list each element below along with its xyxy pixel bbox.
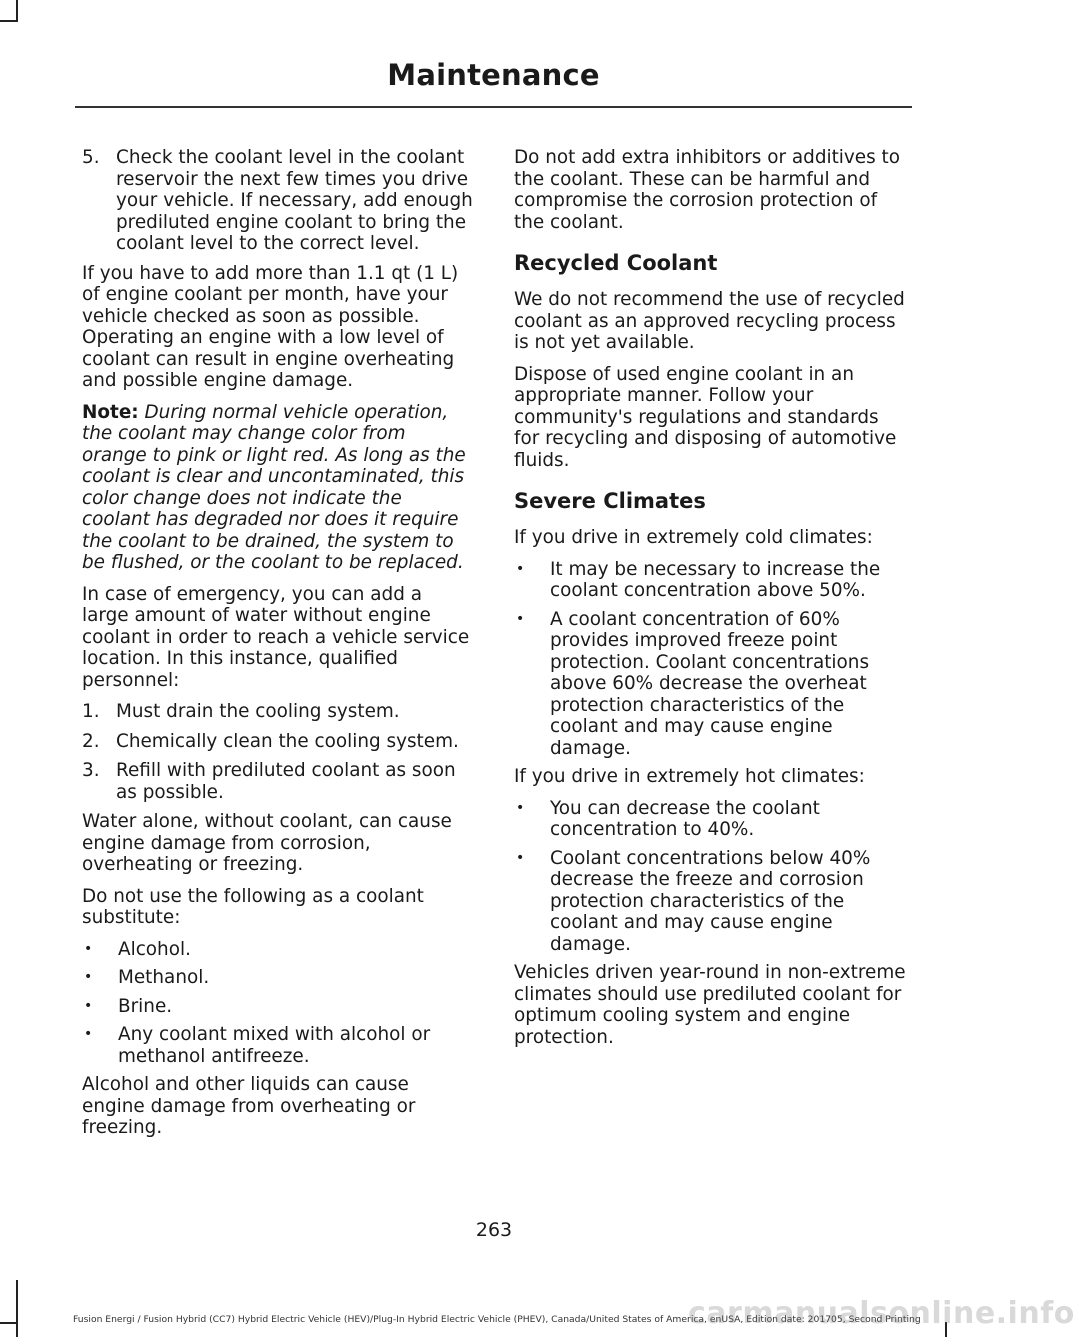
paragraph: If you drive in extremely cold climates: (514, 527, 873, 548)
step-number: 1. (82, 701, 100, 722)
list-item (82, 939, 474, 961)
section-heading: Severe Climates (514, 489, 706, 513)
crop-mark (16, 1280, 18, 1337)
list-item (514, 848, 906, 956)
header-divider (75, 106, 912, 108)
bullet-icon: • (516, 849, 525, 866)
section-heading: Recycled Coolant (514, 251, 718, 275)
bullet-text: Methanol. (118, 967, 210, 988)
bullet-text: You can decrease the coolant concentration to 40%. (550, 797, 820, 840)
list-item (82, 147, 474, 255)
bullet-icon: • (84, 1026, 93, 1042)
list-item (514, 559, 906, 602)
step-number: 3. (82, 760, 100, 781)
list-item (82, 1024, 474, 1067)
list-item (514, 609, 906, 760)
step-text: Refill with prediluted coolant as soon as possible. (116, 760, 456, 803)
bullet-icon: • (84, 969, 93, 985)
paragraph: If you drive in extremely hot climates: (514, 766, 865, 787)
step-text: Check the coolant level in the coolant reservoir the next few times you drive your vehicle. If necessary, add enough prediluted engine coolant to bring the coolant level to the correct level. (116, 147, 473, 254)
list-item (514, 798, 906, 841)
bullet-icon: • (516, 799, 525, 816)
bullet-icon: • (84, 997, 93, 1014)
bullet-text: Coolant concentrations below 40% decrease the freeze and corrosion protection characteristics of the coolant and may cause engine damage. (550, 847, 871, 955)
bullet-icon: • (516, 610, 525, 627)
list-item (82, 967, 474, 989)
bullet-text: A coolant concentration of 60% provides improved freeze point protection. Coolant concentrations above 60% decrease the overheat protection characteristics of the coolant and may cause engine damage. (550, 608, 870, 759)
paragraph: Dispose of used engine coolant in an appropriate manner. Follow your community's regulations and standards for recycling and disposing of automotive fluids. (514, 363, 897, 471)
page-title: Maintenance (387, 58, 600, 92)
list-item (82, 760, 474, 803)
paragraph: Water alone, without coolant, can cause engine damage from corrosion, overheating or freezing. (82, 811, 452, 875)
left-column (82, 147, 474, 1149)
crop-mark (0, 1322, 18, 1324)
bullet-text: It may be necessary to increase the coolant concentration above 50%. (550, 558, 881, 601)
watermark: carmanualsonline.info (688, 1296, 1075, 1331)
list-item (82, 731, 474, 753)
step-text: Must drain the cooling system. (116, 701, 400, 722)
note (82, 402, 474, 574)
paragraph: We do not recommend the use of recycled coolant as an approved recycling process is not yet available. (514, 289, 905, 353)
note-text: During normal vehicle operation, the coolant may change color from orange to pink or light red. As long as the coolant is clear and uncontaminated, this color change does not indicate the coolant has degraded nor does it require the coolant to be drained, the system to be flushed, or the coolant to be replaced. (82, 401, 466, 573)
crop-mark (0, 20, 18, 22)
right-column (514, 147, 906, 1058)
paragraph: Vehicles driven year-round in non-extreme climates should use prediluted coolant for optimum cooling system and engine protection. (514, 962, 906, 1048)
footer-text: Fusion Energi / Fusion Hybrid (CC7) Hybrid Electric Vehicle (HEV)/Plug-In Hybrid Electric Vehicle (PHEV), Canada/United States of America, enUSA, Edition date: 201705, Second Printing (73, 1314, 921, 1325)
bullet-text: Any coolant mixed with alcohol or methanol antifreeze. (118, 1024, 431, 1067)
paragraph: If you have to add more than 1.1 qt (1 L) of engine coolant per month, have your vehicle checked as soon as possible. Operating an engine with a low level of coolant can result in engine overheating and possible engine damage. (82, 262, 459, 391)
step-number: 2. (82, 730, 100, 752)
bullet-icon: • (516, 560, 525, 577)
list-item (82, 701, 474, 723)
paragraph: Do not use the following as a coolant substitute: (82, 885, 424, 928)
crop-mark (16, 0, 18, 22)
bullet-text: Brine. (118, 995, 173, 1017)
bullet-icon: • (84, 940, 93, 957)
list-item (82, 996, 474, 1018)
step-text: Chemically clean the cooling system. (116, 730, 459, 752)
paragraph: Do not add extra inhibitors or additives to the coolant. These can be harmful and compromise the corrosion protection of the coolant. (514, 147, 901, 233)
paragraph: In case of emergency, you can add a large amount of water without engine coolant in order to reach a vehicle service location. In this instance, qualified personnel: (82, 583, 470, 691)
page-number: 263 (475, 1219, 513, 1241)
step-number: 5. (82, 147, 100, 168)
paragraph: Alcohol and other liquids can cause engine damage from overheating or freezing. (82, 1074, 416, 1138)
note-label: Note: (82, 401, 139, 423)
bullet-text: Alcohol. (118, 938, 191, 960)
